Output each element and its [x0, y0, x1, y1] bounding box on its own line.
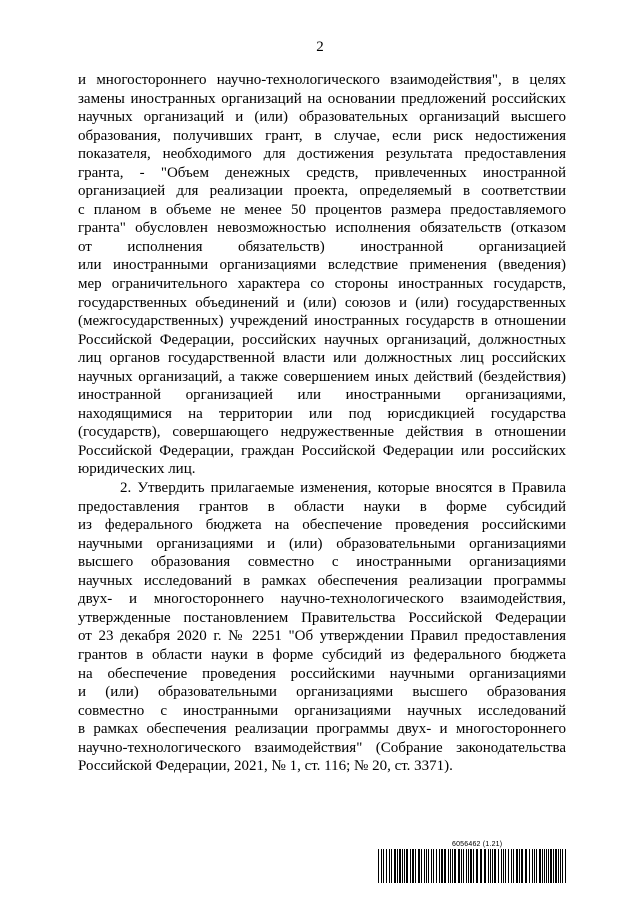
- text-line: Российской Федерации, граждан Российской Федерации или российских: [78, 442, 566, 459]
- text-line: утвержденные постановлением Правительства Российской Федерации: [78, 609, 566, 626]
- text-line: (межгосударственных) учреждений иностранных государств в отношении: [78, 313, 566, 330]
- text-line: двух- и многостороннего научно-технологического взаимодействия,: [78, 591, 566, 608]
- text-line: научных исследований в рамках обеспечения реализации программы: [78, 572, 566, 589]
- text-line: гранта" обусловлен невозможностью исполнения обязательств (отказом: [78, 220, 566, 237]
- text-line: с планом в объеме не менее 50 процентов размера предоставляемого: [78, 201, 566, 218]
- text-line: гранта, - "Объем денежных средств, привлеченных иностранной: [78, 164, 566, 181]
- text-line: грантов в области науки в форме субсидий из федерального бюджета: [78, 646, 566, 663]
- text-line: научными организациями и (или) образовательными организациями: [78, 535, 566, 552]
- text-line: 2. Утвердить прилагаемые изменения, которые вносятся в Правила: [120, 480, 566, 497]
- text-line: замены иностранных организаций на основании предложений российских: [78, 90, 566, 107]
- text-line: Российской Федерации, российских научных организаций, должностных: [78, 331, 566, 348]
- text-line: научных организаций и (или) образовательных организаций высшего: [78, 109, 566, 126]
- text-line: высшего образования совместно с иностранными организациями: [78, 554, 566, 571]
- text-line: научно-технологического взаимодействия" (Собрание законодательства: [78, 739, 566, 756]
- text-line: предоставления грантов в области науки в форме субсидий: [78, 498, 566, 515]
- document-body: [78, 71, 566, 776]
- text-line: научных организаций, а также совершением иных действий (бездействия): [78, 368, 566, 385]
- text-line: Российской Федерации, 2021, № 1, ст. 116; № 20, ст. 3371).: [78, 758, 453, 775]
- text-line: образования, получивших грант, в случае, если риск недостижения: [78, 127, 566, 144]
- text-line: от исполнения обязательств) иностранной организацией: [78, 238, 566, 255]
- text-line: от 23 декабря 2020 г. № 2251 "Об утверждении Правил предоставления: [78, 628, 566, 645]
- page-number: 2: [316, 39, 324, 55]
- text-line: иностранной организацией или иностранными организациями,: [78, 387, 566, 404]
- text-line: (государств), совершающего недружественные действия в отношении: [78, 424, 566, 441]
- text-line: находящимися на территории или под юрисдикцией государства: [78, 405, 566, 422]
- text-line: юридических лиц.: [78, 461, 196, 478]
- text-line: мер ограничительного характера со стороны иностранных государств,: [78, 276, 566, 293]
- text-line: и (или) образовательными организациями высшего образования: [78, 684, 566, 701]
- text-line: показателя, необходимого для достижения результата предоставления: [78, 146, 566, 163]
- text-line: государственных объединений и (или) союзов и (или) государственных: [78, 294, 566, 311]
- text-line: и многостороннего научно-технологического взаимодействия", в целях: [78, 72, 566, 88]
- text-line: лиц органов государственной власти или должностных лиц российских: [78, 350, 566, 367]
- text-line: совместно с иностранными организациями научных исследований: [78, 702, 566, 719]
- barcode-icon: [378, 849, 568, 883]
- text-line: или иностранными организациями вследствие применения (введения): [78, 257, 566, 274]
- text-line: организацией для реализации проекта, определяемый в соответствии: [78, 183, 566, 200]
- text-line: на обеспечение проведения российскими научными организациями: [78, 665, 566, 682]
- text-line: в рамках обеспечения реализации программы двух- и многостороннего: [78, 721, 566, 738]
- text-line: из федерального бюджета на обеспечение проведения российскими: [78, 517, 566, 534]
- document-code: 6056462 (1.21): [452, 841, 503, 848]
